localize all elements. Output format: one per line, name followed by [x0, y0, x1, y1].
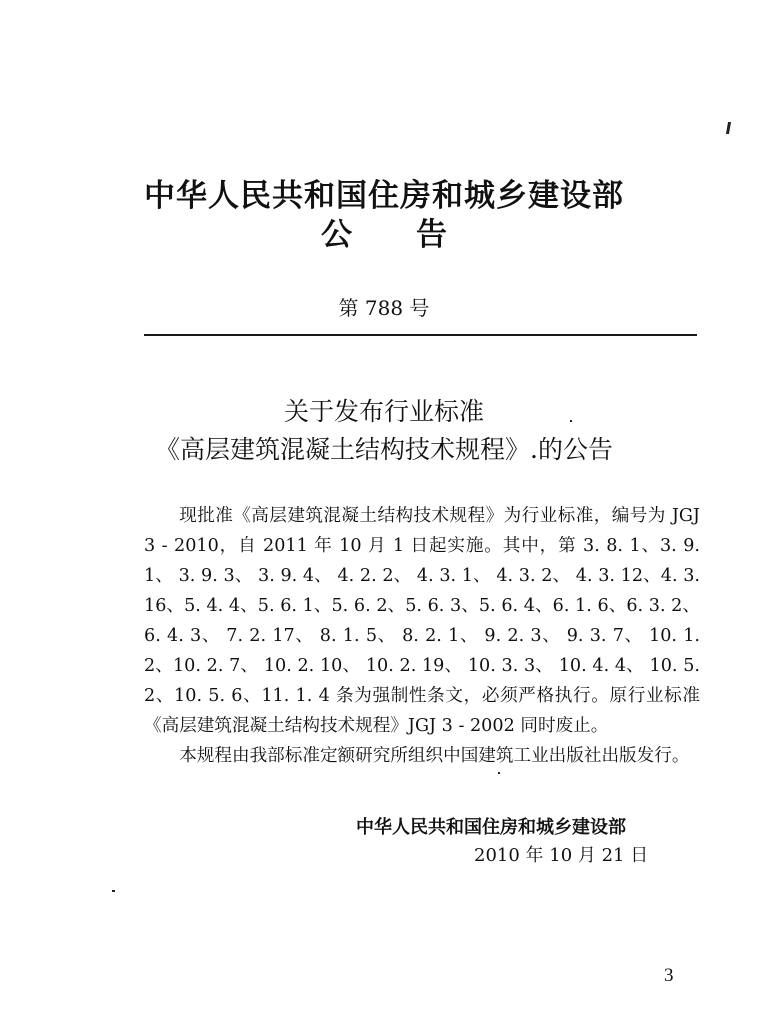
- body-paragraph-approval: 现批准《高层建筑混凝土结构技术规程》为行业标准，编号为 JGJ 3 - 2010，自 2011 年 10 月 1 日起实施。其中，第 3. 8. 1、3. 9. 1、 3. 9. 3、 3. 9. 4、 4. 2. 2、 4. 3. 1、 4. 3. 2、 4. 3. 12、4. 3. 16、5. 4. 4、5. 6. 1、5. 6. 2、5. 6. 3、5. 6. 4、6. 1. 6、6. 3. 2、6. 4. 3、 7. 2. 17、 8. 1. 5、 8. 2. 1、 9. 2. 3、 9. 3. 7、 10. 1. 2、10. 2. 7、 10. 2. 10、 10. 2. 19、 10. 3. 3、 10. 4. 4、 10. 5. 2、10. 5. 6、11. 1. 4 条为强制性条文，必须严格执行。原行业标准《高层建筑混凝土结构技术规程》JGJ 3 - 2002 同时废止。: [144, 506, 700, 736]
- signature-date: 2010 年 10 月 21 日: [474, 845, 649, 866]
- notice-heading: 公告: [321, 217, 511, 253]
- signature-organization: 中华人民共和国住房和城乡建设部: [356, 817, 626, 838]
- scan-speck: [570, 420, 572, 422]
- page-number: 3: [664, 965, 674, 986]
- scan-speck: [112, 890, 115, 892]
- ministry-title: 中华人民共和国住房和城乡建设部: [144, 178, 624, 214]
- notice-number: 第 788 号: [338, 296, 430, 320]
- document-title-line-2: 《高层建筑混凝土结构技术规程》.的公告: [155, 435, 613, 464]
- document-title-line-1: 关于发布行业标准: [283, 397, 484, 426]
- scan-speck: [498, 772, 500, 774]
- scan-speck: [726, 122, 731, 134]
- notice-body: [144, 501, 700, 771]
- body-paragraph-publication: 本规程由我部标准定额研究所组织中国建筑工业出版社出版发行。: [179, 746, 690, 766]
- header-divider: [144, 334, 697, 336]
